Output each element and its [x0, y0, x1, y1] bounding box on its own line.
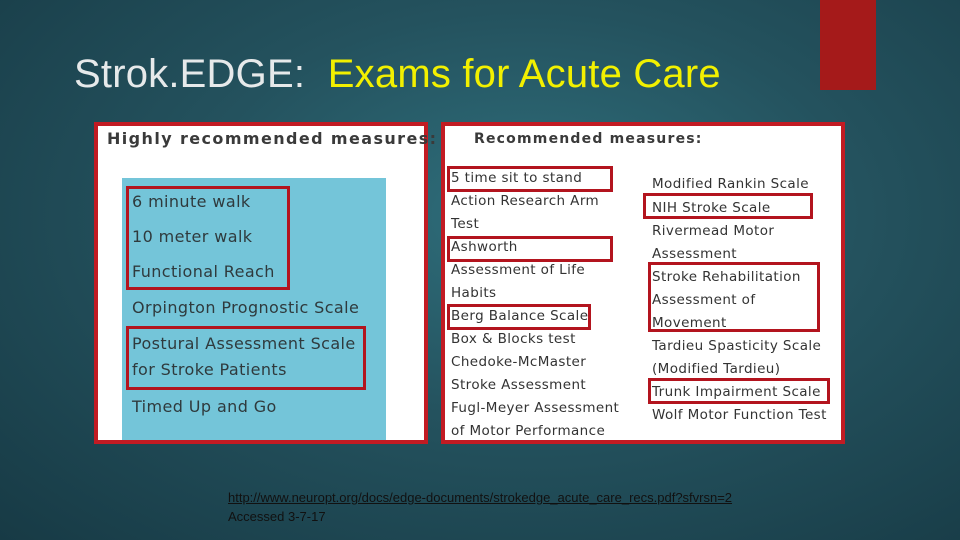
list-item: NIH Stroke Scale	[652, 200, 771, 216]
list-item: Assessment of	[652, 292, 756, 308]
list-item: Box & Blocks test	[451, 331, 576, 347]
title-prefix: Strok.EDGE:	[74, 52, 306, 96]
highly-recommended-panel	[94, 122, 438, 444]
list-item: Postural Assessment Scale	[132, 334, 356, 353]
highly-recommended-list	[122, 178, 386, 440]
list-item: Functional Reach	[132, 262, 275, 281]
list-item: 6 minute walk	[132, 192, 251, 211]
list-item: Tardieu Spasticity Scale	[652, 338, 822, 354]
list-item: of Motor Performance	[451, 423, 606, 439]
list-item: Habits	[451, 285, 497, 301]
recommended-heading: Recommended measures:	[474, 131, 703, 147]
accent-bar	[820, 0, 876, 90]
list-item: Stroke Rehabilitation	[652, 269, 801, 285]
slide-title	[74, 52, 721, 97]
list-item: Timed Up and Go	[132, 397, 277, 416]
highly-recommended-heading: Highly recommended measures:	[107, 129, 438, 148]
list-item: Modified Rankin Scale	[652, 176, 809, 192]
recommended-panel	[441, 122, 845, 444]
list-item: Fugl-Meyer Assessment	[451, 400, 620, 416]
list-item: Movement	[652, 315, 727, 331]
source-citation	[228, 488, 732, 526]
list-item: 5 time sit to stand	[451, 170, 583, 186]
list-item: Ashworth	[451, 239, 518, 255]
list-item: Stroke Assessment	[451, 377, 587, 393]
list-item: Wolf Motor Function Test	[652, 407, 827, 423]
list-item: (Modified Tardieu)	[652, 361, 781, 377]
list-item: Chedoke-McMaster	[451, 354, 587, 370]
title-main: Exams for Acute Care	[327, 52, 721, 96]
accessed-date: Accessed 3-7-17	[228, 509, 326, 524]
source-link[interactable]: http://www.neuropt.org/docs/edge-documents/strokedge_acute_care_recs.pdf?sfvrsn=2	[228, 490, 733, 505]
list-item: for Stroke Patients	[132, 360, 287, 379]
list-item: Test	[451, 216, 480, 232]
list-item: Action Research Arm	[451, 193, 600, 209]
list-item: Rivermead Motor	[652, 223, 775, 239]
list-item: Assessment of Life	[451, 262, 586, 278]
list-item: Orpington Prognostic Scale	[132, 298, 360, 317]
list-item: Berg Balance Scale	[451, 308, 589, 324]
list-item: Trunk Impairment Scale	[652, 384, 821, 400]
list-item: 10 meter walk	[132, 227, 253, 246]
list-item: Assessment	[652, 246, 737, 262]
